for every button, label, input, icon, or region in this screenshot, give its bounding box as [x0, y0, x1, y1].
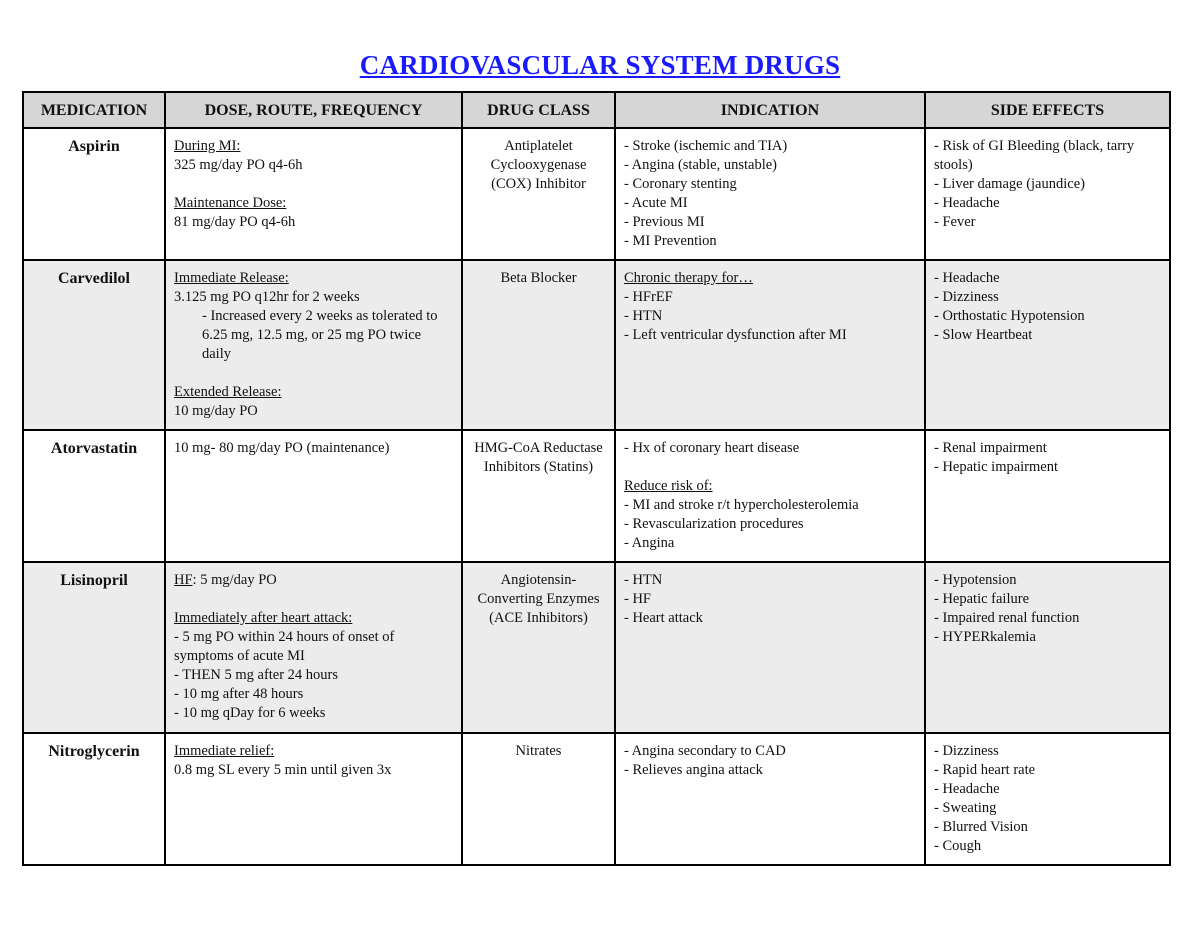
- medication-cell: Lisinopril: [23, 562, 165, 733]
- side-effect-item: - Orthostatic Hypotension: [934, 308, 1085, 324]
- side-effect-item: - Dizziness: [934, 743, 999, 759]
- header-drug-class: DRUG CLASS: [462, 92, 615, 128]
- dose-cell: [165, 562, 462, 733]
- side-effect-item: - Hepatic impairment: [934, 459, 1059, 475]
- dose-line: 325 mg/day PO q4-6h: [174, 157, 303, 173]
- indication-item: - Heart attack: [624, 610, 703, 626]
- indication-item: - Left ventricular dysfunction after MI: [624, 327, 847, 343]
- indication-item: - HFrEF: [624, 289, 673, 305]
- table-row-atorvastatin: [23, 430, 1170, 562]
- dose-hf-value: : 5 mg/day PO: [192, 572, 277, 588]
- dose-list-item: - 5 mg PO within 24 hours of onset of symptoms of acute MI: [174, 629, 395, 664]
- indication-cell: [615, 562, 925, 733]
- drug-table: [22, 91, 1171, 866]
- dose-heading: During MI:: [174, 138, 241, 154]
- dose-heading: Extended Release:: [174, 384, 282, 400]
- drug-class-cell: HMG-CoA Reductase Inhibitors (Statins): [462, 430, 615, 562]
- indication-heading: Chronic therapy for…: [624, 270, 753, 286]
- side-effects-cell: [925, 128, 1170, 260]
- dose-list-item: - 10 mg after 48 hours: [174, 686, 304, 702]
- drug-class-cell: Beta Blocker: [462, 260, 615, 430]
- indication-item: - Revascularization procedures: [624, 516, 804, 532]
- side-effects-cell: [925, 430, 1170, 562]
- medication-cell: Nitroglycerin: [23, 733, 165, 865]
- side-effect-item: - Hypotension: [934, 572, 1017, 588]
- side-effects-cell: [925, 260, 1170, 430]
- side-effect-item: - Headache: [934, 195, 1000, 211]
- side-effect-item: - Slow Heartbeat: [934, 327, 1033, 343]
- dose-line: [174, 571, 453, 590]
- medication-cell: Aspirin: [23, 128, 165, 260]
- header-medication: MEDICATION: [23, 92, 165, 128]
- dose-cell: [165, 430, 462, 562]
- indication-item: - Coronary stenting: [624, 176, 737, 192]
- table-row-lisinopril: [23, 562, 1170, 733]
- dose-line: 81 mg/day PO q4-6h: [174, 214, 296, 230]
- indication-item: - Relieves angina attack: [624, 762, 763, 778]
- drug-class-cell: Nitrates: [462, 733, 615, 865]
- dose-cell: [165, 733, 462, 865]
- indication-item: - Previous MI: [624, 214, 705, 230]
- side-effect-item: - Headache: [934, 270, 1000, 286]
- medication-cell: Carvedilol: [23, 260, 165, 430]
- dose-line: 10 mg- 80 mg/day PO (maintenance): [174, 440, 390, 456]
- indication-item: - MI Prevention: [624, 233, 717, 249]
- dose-hf-label: HF: [174, 572, 193, 588]
- dose-list-item: - 10 mg qDay for 6 weeks: [174, 705, 326, 721]
- table-row-carvedilol: [23, 260, 1170, 430]
- dose-heading: Maintenance Dose:: [174, 195, 287, 211]
- side-effect-item: - Impaired renal function: [934, 610, 1080, 626]
- indication-item: - HF: [624, 591, 651, 607]
- dose-heading: Immediate Release:: [174, 270, 289, 286]
- side-effect-item: - Hepatic failure: [934, 591, 1030, 607]
- indication-item: - MI and stroke r/t hypercholesterolemia: [624, 497, 859, 513]
- dose-list-item: - THEN 5 mg after 24 hours: [174, 667, 339, 683]
- side-effect-item: - Risk of GI Bleeding (black, tarry stools): [934, 138, 1135, 173]
- dose-heading: Immediately after heart attack:: [174, 610, 353, 626]
- dose-cell: [165, 128, 462, 260]
- dose-indent-note: - Increased every 2 weeks as tolerated to 6.25 mg, 12.5 mg, or 25 mg PO twice daily: [202, 308, 438, 362]
- side-effect-item: - Rapid heart rate: [934, 762, 1036, 778]
- drug-class-cell: Antiplatelet Cyclooxygenase (COX) Inhibitor: [462, 128, 615, 260]
- indication-item: - Acute MI: [624, 195, 688, 211]
- drug-class-cell: Angiotensin-Converting Enzymes (ACE Inhibitors): [462, 562, 615, 733]
- dose-line: 0.8 mg SL every 5 min until given 3x: [174, 762, 392, 778]
- table-row-aspirin: [23, 128, 1170, 260]
- header-dose: DOSE, ROUTE, FREQUENCY: [165, 92, 462, 128]
- table-row-nitroglycerin: [23, 733, 1170, 865]
- side-effect-item: - Headache: [934, 781, 1000, 797]
- dose-cell: [165, 260, 462, 430]
- side-effect-item: - Liver damage (jaundice): [934, 176, 1085, 192]
- indication-item: - Hx of coronary heart disease: [624, 440, 800, 456]
- indication-item: - Angina (stable, unstable): [624, 157, 778, 173]
- indication-heading: Reduce risk of:: [624, 478, 713, 494]
- dose-heading: Immediate relief:: [174, 743, 275, 759]
- header-side-effects: SIDE EFFECTS: [925, 92, 1170, 128]
- side-effect-item: - Renal impairment: [934, 440, 1047, 456]
- indication-cell: [615, 128, 925, 260]
- indication-cell: [615, 260, 925, 430]
- indication-cell: [615, 733, 925, 865]
- dose-line: 10 mg/day PO: [174, 403, 258, 419]
- side-effects-cell: [925, 562, 1170, 733]
- page-title: CARDIOVASCULAR SYSTEM DRUGS: [359, 50, 841, 80]
- side-effect-item: - Sweating: [934, 800, 997, 816]
- header-row: [23, 92, 1170, 128]
- side-effect-item: - Cough: [934, 838, 982, 854]
- side-effect-item: - Dizziness: [934, 289, 999, 305]
- indication-item: - Angina secondary to CAD: [624, 743, 786, 759]
- side-effects-cell: [925, 733, 1170, 865]
- indication-item: - Angina: [624, 535, 675, 551]
- indication-item: - HTN: [624, 308, 663, 324]
- indication-item: - Stroke (ischemic and TIA): [624, 138, 788, 154]
- header-indication: INDICATION: [615, 92, 925, 128]
- side-effect-item: - HYPERkalemia: [934, 629, 1036, 645]
- indication-cell: [615, 430, 925, 562]
- medication-cell: Atorvastatin: [23, 430, 165, 562]
- side-effect-item: - Blurred Vision: [934, 819, 1028, 835]
- side-effect-item: - Fever: [934, 214, 976, 230]
- indication-item: - HTN: [624, 572, 663, 588]
- dose-line: 3.125 mg PO q12hr for 2 weeks: [174, 289, 360, 305]
